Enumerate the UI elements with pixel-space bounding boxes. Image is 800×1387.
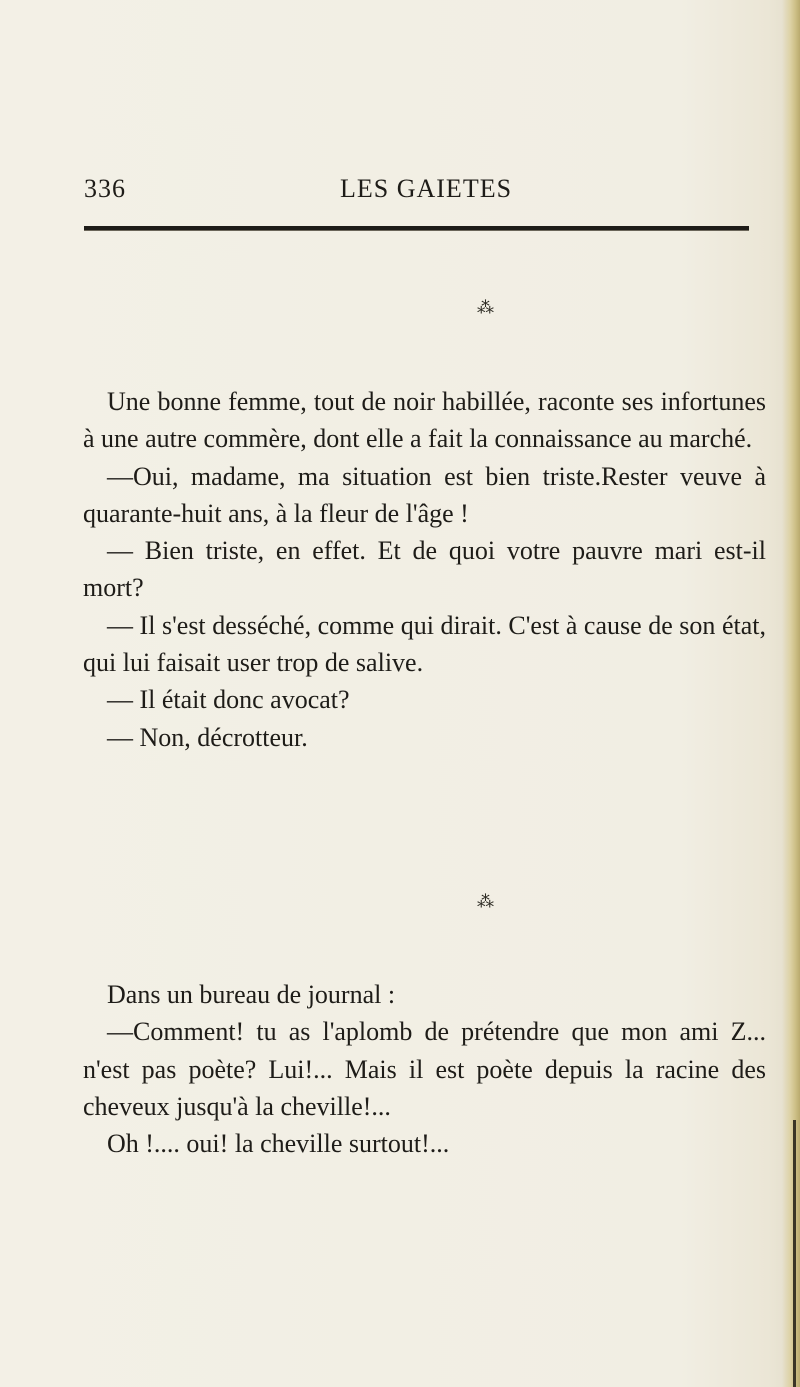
asterism-ornament	[464, 894, 504, 930]
page-number: 336	[84, 174, 126, 203]
dialogue-line: —Comment! tu as l'aplomb de prétendre que mon ami Z... n'est pas poète? Lui!... Mais il est poète depuis la racine des cheveux jusqu'à la cheville!...	[83, 1017, 766, 1121]
header-rule	[84, 226, 749, 231]
dialogue-line: — Il était donc avocat?	[107, 685, 350, 715]
ornament-glyph: ⁂	[477, 298, 494, 317]
dialogue-line: —Oui, madame, ma situation est bien triste.Rester veuve à quarante-huit ans, à la fleur de l'âge !	[83, 461, 766, 528]
asterism-ornament	[464, 300, 504, 336]
dialogue-line: — Bien triste, en effet. Et de quoi votre pauvre mari est-il mort?	[83, 536, 766, 603]
dialogue-line: — Il s'est desséché, comme qui dirait. C'est à cause de son état, qui lui faisait user trop de salive.	[83, 610, 766, 678]
anecdote-1	[83, 383, 766, 756]
anecdote-1-intro: Une bonne femme, tout de noir habillée, raconte ses infortunes à une autre commère, dont elle a fait la connaissance au marché.	[83, 387, 766, 454]
anecdote-2-intro: Dans un bureau de journal :	[107, 980, 396, 1009]
ornament-glyph: ⁂	[477, 892, 494, 911]
anecdote-2	[83, 976, 766, 1162]
dialogue-line: — Non, décrotteur.	[107, 722, 308, 752]
page-edge	[782, 0, 800, 1387]
dialogue-line: Oh !.... oui! la cheville surtout!...	[107, 1129, 450, 1159]
running-title: LES GAIETES	[340, 174, 513, 203]
page-header	[84, 174, 749, 206]
page-edge-shadow	[793, 1120, 796, 1387]
